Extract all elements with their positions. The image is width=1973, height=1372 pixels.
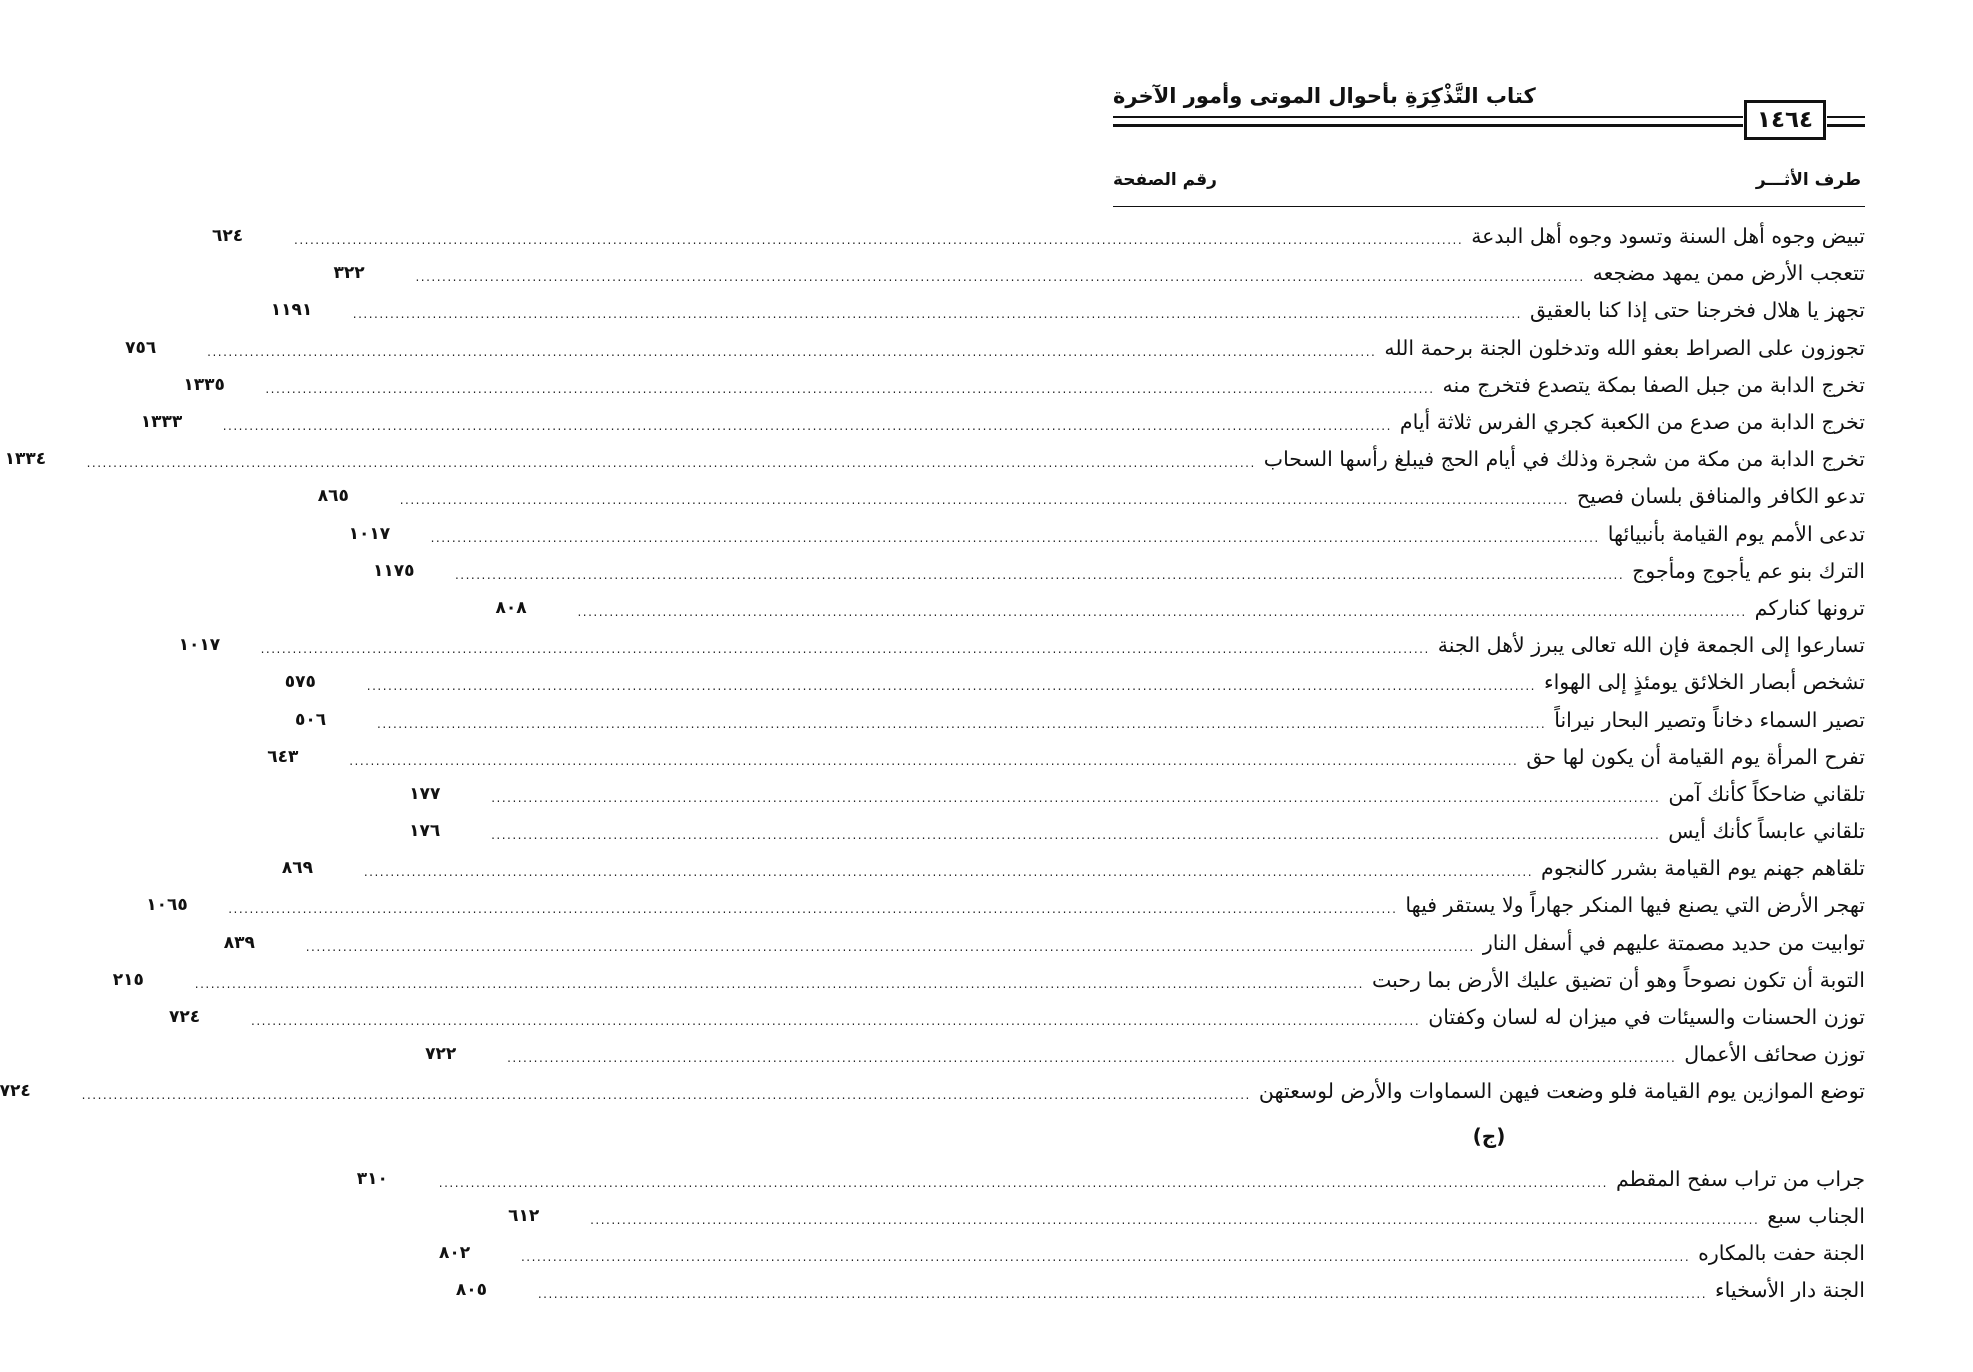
dot-leader: ............................................................................................................................................................................................................................ [507,1051,1677,1066]
page-number: ١٤٦٤ [1756,107,1814,133]
index-entry [508,1198,1865,1235]
index-entry [169,999,1865,1036]
index-entry [146,887,1865,924]
dot-leader: ............................................................................................................................................................................................................................ [454,567,1625,582]
index-entry [425,1036,1865,1073]
dot-leader: ............................................................................................................................................................................................................................ [352,307,1522,322]
column-heading-narration: طرف الأثـــر [1755,170,1861,190]
entry-page-number: ٧٥٦ [125,337,157,358]
index-entry [112,962,1865,999]
index-entry [212,218,1865,255]
dot-leader: ............................................................................................................................................................................................................................ [590,1212,1760,1227]
entry-page-number: ١٧٧ [409,783,441,804]
index-entry [223,925,1865,962]
entry-page-number: ٨٦٩ [281,858,313,879]
entry-text: تجهز يا هلال فخرجنا حتى إذا كنا بالعقيق [1529,298,1865,323]
entry-page-number: ٨٠٢ [438,1242,471,1263]
index-entry [409,813,1865,850]
dot-leader: ............................................................................................................................................................................................................................ [430,530,1600,545]
dot-leader: ............................................................................................................................................................................................................................ [207,344,1377,359]
index-entry [125,330,1865,367]
dot-leader: ............................................................................................................................................................................................................................ [228,902,1398,917]
dot-leader: ............................................................................................................................................................................................................................ [86,456,1256,471]
entry-text: توزن صحائف الأعمال [1684,1042,1865,1067]
index-list [0,218,1865,1309]
entry-text: تخرج الدابة من صدع من الكعبة كجري الفرس ثلاثة أيام [1399,410,1865,435]
entry-text: التوبة أن تكون نصوحاً وهو أن تضيق عليك الأرض بما رحبت [1371,967,1865,992]
index-group-jim [356,1161,1865,1310]
dot-leader: ............................................................................................................................................................................................................................ [438,1175,1608,1190]
dot-leader: ............................................................................................................................................................................................................................ [222,419,1392,434]
entry-page-number: ٣١٠ [356,1168,388,1189]
entry-page-number: ٦٤٣ [267,746,299,767]
index-entry [183,367,1865,404]
entry-text: تهجر الأرض التي يصنع فيها المنكر جهاراً ولا يستقر فيها [1405,893,1865,918]
index-entry [178,627,1865,664]
dot-leader: ............................................................................................................................................................................................................................ [81,1088,1251,1103]
dot-leader: ............................................................................................................................................................................................................................ [363,865,1534,880]
dot-leader: ............................................................................................................................................................................................................................ [260,642,1430,657]
index-entry [348,516,1865,553]
column-heading-page: رقم الصفحة [1113,170,1217,190]
entry-text: تتعجب الأرض ممن يمهد مضجعه [1592,261,1865,286]
header-rule-thin-right [1827,116,1865,118]
index-entry [356,1161,1865,1198]
dot-leader: ............................................................................................................................................................................................................................ [305,939,1475,954]
dot-leader: ............................................................................................................................................................................................................................ [399,493,1569,508]
entry-text: تجوزون على الصراط بعفو الله وتدخلون الجنة برحمة الله [1384,335,1865,360]
dot-leader: ............................................................................................................................................................................................................................ [294,233,1464,248]
dot-leader: ............................................................................................................................................................................................................................ [491,790,1661,805]
page-number-box [1744,100,1826,140]
entry-page-number: ٨٠٨ [495,597,527,618]
entry-text: توابيت من حديد مصمتة عليهم في أسفل النار [1482,930,1865,955]
entry-page-number: ١٠١٧ [178,635,221,656]
dot-leader: ............................................................................................................................................................................................................................ [265,381,1435,396]
entry-page-number: ٧٢٢ [425,1044,457,1065]
index-entry [372,553,1865,590]
index-entry [284,664,1865,701]
entry-text: تسارعوا إلى الجمعة فإن الله تعالى يبرز لأهل الجنة [1437,633,1865,658]
dot-leader: ............................................................................................................................................................................................................................ [349,753,1519,768]
index-entry [438,1235,1865,1272]
dot-leader: ............................................................................................................................................................................................................................ [415,270,1585,285]
entry-page-number: ١٣٣٤ [4,449,47,470]
index-entry [270,292,1865,329]
index-entry [295,701,1865,738]
index-entry [0,1073,1865,1110]
entry-text: ترونها كناركم [1754,595,1865,620]
entry-text: تخرج الدابة من مكة من شجرة وذلك في أيام الحج فيبلغ رأسها السحاب [1263,447,1865,472]
dot-leader: ............................................................................................................................................................................................................................ [537,1287,1708,1302]
index-entry [267,739,1865,776]
entry-page-number: ٥٧٥ [284,672,316,693]
entry-text: توزن الحسنات والسيئات في ميزان له لسان وكفتان [1428,1005,1865,1030]
entry-text: تبيض وجوه أهل السنة وتسود وجوه أهل البدعة [1471,224,1865,249]
entry-page-number: ١١٩١ [270,300,313,321]
entry-text: الجناب سبع [1767,1203,1865,1228]
section-divider [1113,1111,1865,1161]
index-entry [4,441,1865,478]
entry-text: تدعى الأمم يوم القيامة بأنبيائها [1607,521,1865,546]
entry-page-number: ٨٠٥ [455,1280,487,1301]
entry-page-number: ٦٢٤ [212,226,244,247]
dot-leader: ............................................................................................................................................................................................................................ [577,604,1747,619]
header-rule-thick [1113,124,1743,127]
index-entry [455,1272,1865,1309]
header-rule-thin [1113,116,1743,118]
entry-text: تصير السماء دخاناً وتصير البحار نيراناً [1554,707,1865,732]
column-heading-rule [1113,206,1865,207]
entry-text: جراب من تراب سفح المقطم [1615,1166,1865,1191]
entry-text: الجنة دار الأسخياء [1715,1278,1865,1303]
entry-page-number: ١٣٣٥ [183,374,225,395]
dot-leader: ............................................................................................................................................................................................................................ [491,828,1661,843]
entry-page-number: ٨٣٩ [223,932,255,953]
dot-leader: ............................................................................................................................................................................................................................ [194,976,1364,991]
index-entry [317,478,1865,515]
entry-text: تلقاني عابساً كأنك أيس [1668,819,1865,844]
entry-page-number: ١٧٦ [409,821,441,842]
dot-leader: ............................................................................................................................................................................................................................ [520,1249,1691,1264]
entry-text: تلقاهم جهنم يوم القيامة بشرر كالنجوم [1541,856,1865,881]
running-header-title: كتاب التَّذْكِرَةِ بأحوال الموتى وأمور الآخرة [1113,84,1536,108]
dot-leader: ............................................................................................................................................................................................................................ [377,716,1547,731]
header-rule-thick-right [1827,124,1865,127]
entry-text: تخرج الدابة من جبل الصفا بمكة يتصدع فتخرج منه [1442,372,1865,397]
index-entry [333,255,1865,292]
entry-page-number: ٦١٢ [508,1205,540,1226]
entry-text: تلقاني ضاحكاً كأنك آمن [1668,781,1865,806]
index-entry [140,404,1865,441]
entry-text: الترك بنو عم يأجوج ومأجوج [1632,558,1865,583]
entry-text: تفرح المرأة يوم القيامة أن يكون لها حق [1526,744,1865,769]
entry-page-number: ٧٢٤ [0,1081,31,1102]
dot-leader: ............................................................................................................................................................................................................................ [251,1014,1421,1029]
entry-text: تشخص أبصار الخلائق يومئذٍ إلى الهواء [1543,670,1865,695]
entry-page-number: ٣٢٢ [333,263,365,284]
entry-page-number: ٢١٥ [112,969,144,990]
section-letter-jim: (ج) [1472,1123,1506,1148]
entry-page-number: ٧٢٤ [169,1007,201,1028]
index-entry [495,590,1865,627]
entry-page-number: ٥٠٦ [295,709,327,730]
entry-page-number: ١٠١٧ [348,523,391,544]
entry-page-number: ٨٦٥ [317,486,349,507]
entry-text: تدعو الكافر والمنافق بلسان فصيح [1576,484,1865,509]
index-entry [409,776,1865,813]
dot-leader: ............................................................................................................................................................................................................................ [366,679,1536,694]
entry-text: الجنة حفت بالمكاره [1698,1240,1865,1265]
entry-page-number: ١١٧٥ [372,560,415,581]
index-entry [281,850,1865,887]
entry-text: توضع الموازين يوم القيامة فلو وضعت فيهن السماوات والأرض لوسعتهن [1258,1079,1865,1104]
entry-page-number: ١٠٦٥ [146,895,188,916]
entry-page-number: ١٣٣٣ [140,412,183,433]
index-group-ta [0,218,1865,1111]
